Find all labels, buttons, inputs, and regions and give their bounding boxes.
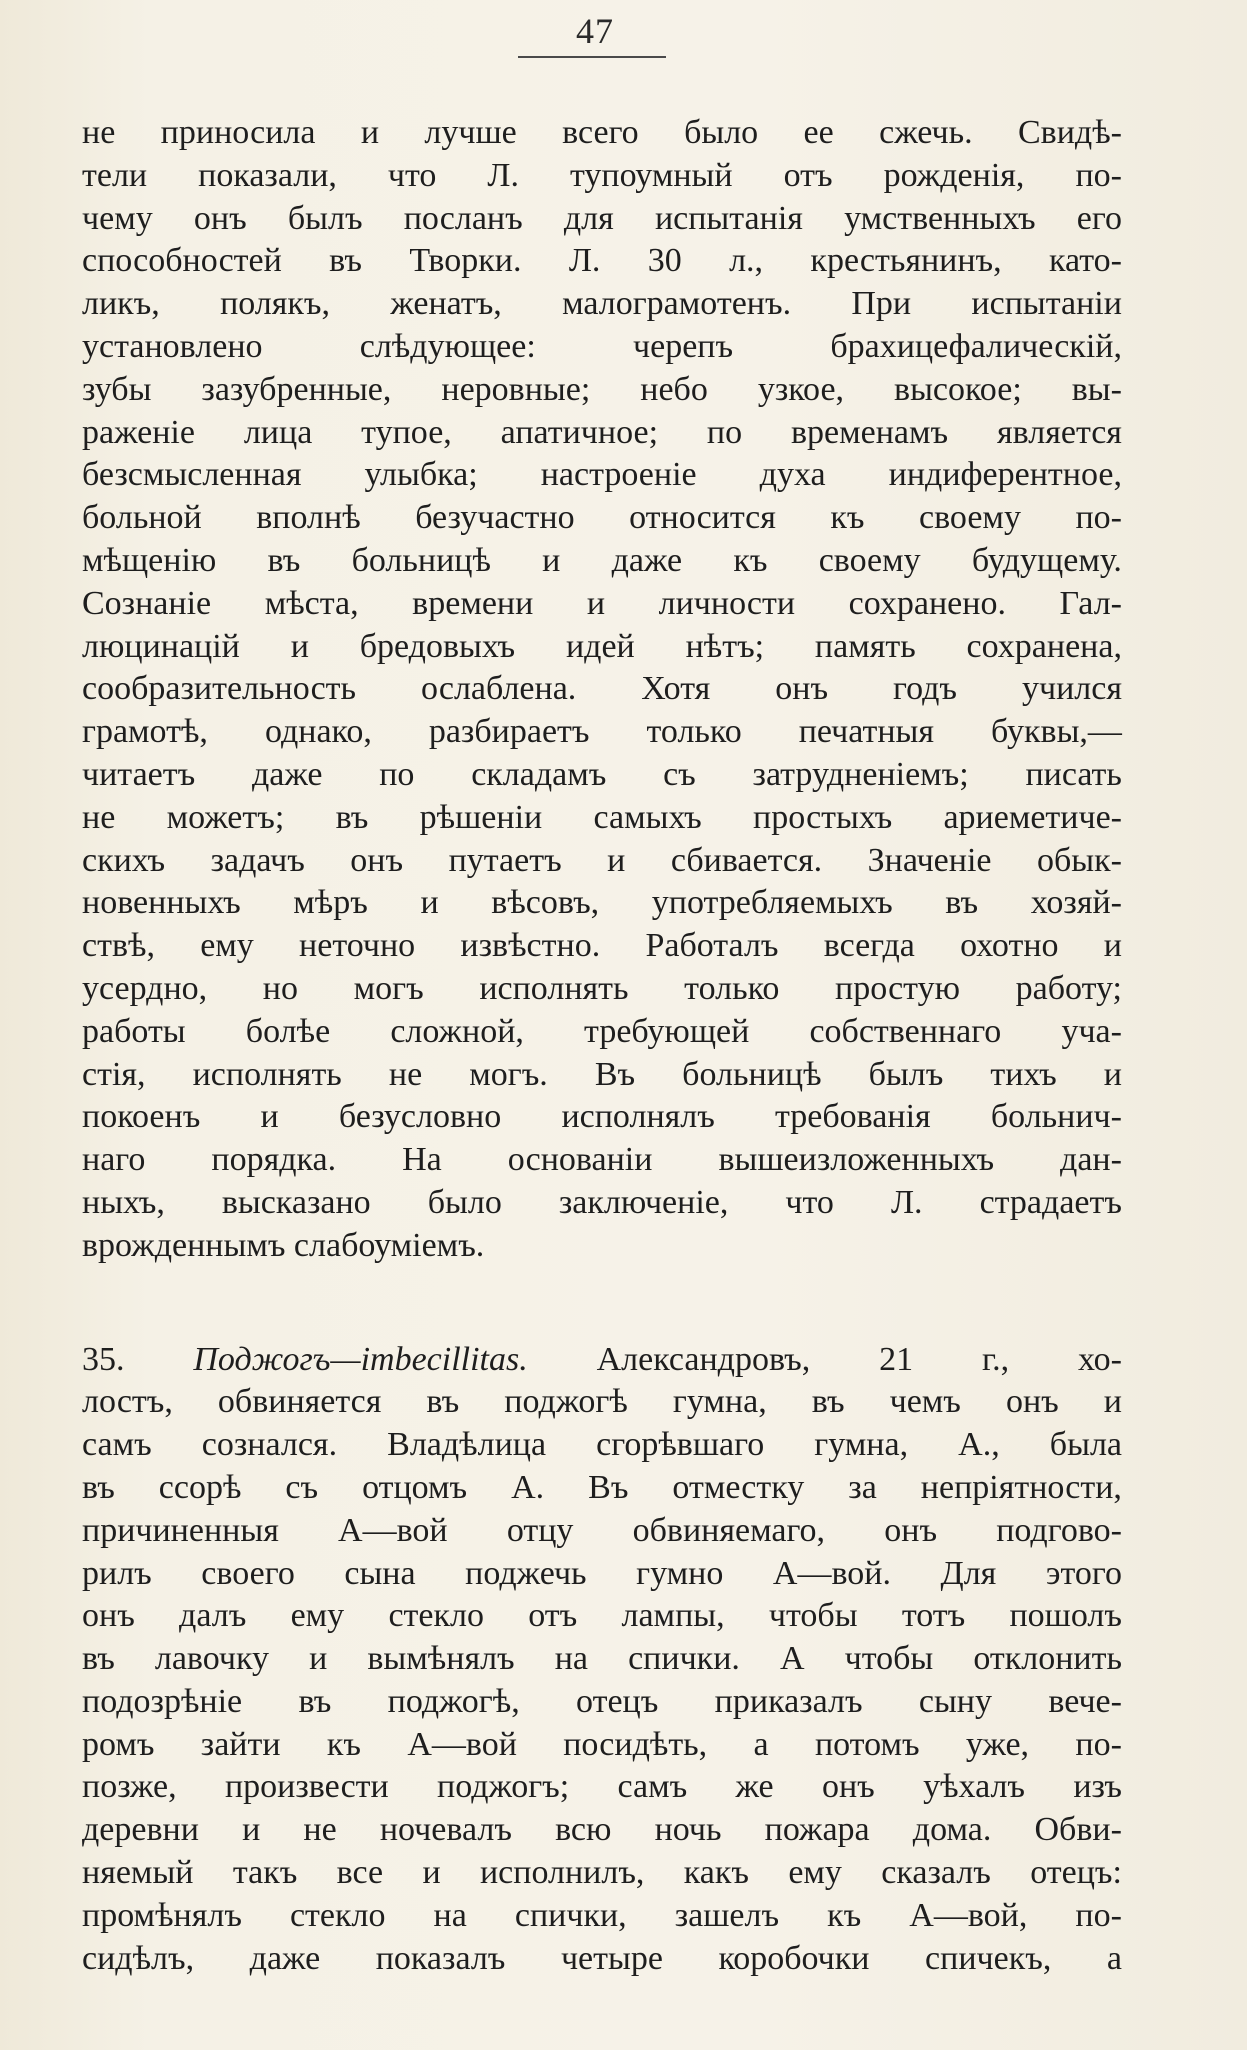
page-number: 47 — [576, 11, 614, 51]
text-line: покоенъ и безусловно исполнялъ требованія больнич- — [82, 1098, 1122, 1136]
text-line: промѣнялъ стекло на спички, зашелъ къ А—вой, по- — [82, 1896, 1122, 1934]
text-line: стія, исполнять не могъ. Въ больницѣ былъ тихъ и — [82, 1055, 1122, 1093]
text-line: безсмысленная улыбка; настроеніе духа индиферентное, — [82, 456, 1122, 494]
text-line: онъ далъ ему стекло отъ лампы, чтобы тотъ пошолъ — [82, 1597, 1122, 1635]
text-line: читаетъ даже по складамъ съ затрудненіемъ; писать — [82, 755, 1122, 793]
text-line: наго порядка. На основаніи вышеизложенныхъ дан- — [82, 1141, 1122, 1179]
text-line: больной вполнѣ безучастно относится къ своему по- — [82, 499, 1122, 537]
text-line: лостъ, обвиняется въ поджогѣ гумна, въ чемъ онъ и — [82, 1383, 1122, 1421]
text-line: Сознаніе мѣста, времени и личности сохранено. Гал- — [82, 584, 1122, 622]
text-line: няемый такъ все и исполнилъ, какъ ему сказалъ отецъ: — [82, 1854, 1122, 1892]
text-line: мѣщенію въ больницѣ и даже къ своему будущему. — [82, 541, 1122, 579]
text-line: сообразительность ослаблена. Хотя онъ годъ учился — [82, 670, 1122, 708]
text-line: ромъ зайти къ А—вой посидѣть, а потомъ уже, по- — [82, 1725, 1122, 1763]
paragraph-gap — [82, 1268, 1122, 1339]
text-line: усердно, но могъ исполнять только простую работу; — [82, 969, 1122, 1007]
text-line: не приносила и лучше всего было ее сжечь. Свидѣ- — [82, 114, 1122, 151]
page-number-rule — [518, 56, 666, 58]
text-line: ныхъ, высказано было заключеніе, что Л. страдаетъ — [82, 1183, 1122, 1221]
text-line: скихъ задачъ онъ путаетъ и сбивается. Значеніе обык- — [82, 841, 1122, 879]
text-line: врожденнымъ слабоуміемъ. — [82, 1226, 485, 1264]
text-line: люцинацій и бредовыхъ идей нѣтъ; память сохранена, — [82, 627, 1122, 665]
text-line: въ лавочку и вымѣнялъ на спички. А чтобы отклонить — [82, 1640, 1122, 1678]
text-line: въ ссорѣ съ отцомъ А. Въ отместку за непріятности, — [82, 1468, 1122, 1506]
text-line: самъ сознался. Владѣлица сгорѣвшаго гумна, А., была — [82, 1426, 1122, 1464]
text-line: грамотѣ, однако, разбираетъ только печатныя буквы,— — [82, 713, 1122, 751]
text-line: 35. Поджогъ—imbecillitas. Александровъ, 21 г., хо- — [82, 1340, 1122, 1378]
text-line: установлено слѣдующее: черепъ брахицефалическій, — [82, 327, 1122, 365]
text-line: способностей въ Творки. Л. 30 л., крестьянинъ, като- — [82, 242, 1122, 280]
text-line: ликъ, полякъ, женатъ, малограмотенъ. При испытаніи — [82, 285, 1122, 323]
text-line: раженіе лица тупое, апатичное; по временамъ является — [82, 413, 1122, 451]
text-line: новенныхъ мѣръ и вѣсовъ, употребляемыхъ въ хозяй- — [82, 884, 1122, 922]
text-line: причиненныя А—вой отцу обвиняемаго, онъ подгово- — [82, 1511, 1122, 1549]
paragraph — [82, 1339, 1122, 1981]
text-line: зубы зазубренные, неровные; небо узкое, высокое; вы- — [82, 370, 1122, 408]
text-line: подозрѣніе въ поджогѣ, отецъ приказалъ сыну вече- — [82, 1682, 1122, 1720]
text-line: сидѣлъ, даже показалъ четыре коробочки спичекъ, а — [82, 1939, 1122, 1977]
text-line: чему онъ былъ посланъ для испытанія умственныхъ его — [82, 199, 1122, 237]
text-line: ствѣ, ему неточно извѣстно. Работалъ всегда охотно и — [82, 927, 1122, 965]
paragraph — [82, 112, 1122, 1268]
text-line: рилъ своего сына поджечь гумно А—вой. Для этого — [82, 1554, 1122, 1592]
text-line: деревни и не ночевалъ всю ночь пожара дома. Обви- — [82, 1811, 1122, 1849]
text-line: работы болѣе сложной, требующей собственнаго уча- — [82, 1012, 1122, 1050]
text-line: тели показали, что Л. тупоумный отъ рожденія, по- — [82, 156, 1122, 194]
text-line: позже, произвести поджогъ; самъ же онъ уѣхалъ изъ — [82, 1768, 1122, 1806]
text-line: не можетъ; въ рѣшеніи самыхъ простыхъ ариеметиче- — [82, 798, 1122, 836]
body-text — [82, 112, 1122, 1980]
